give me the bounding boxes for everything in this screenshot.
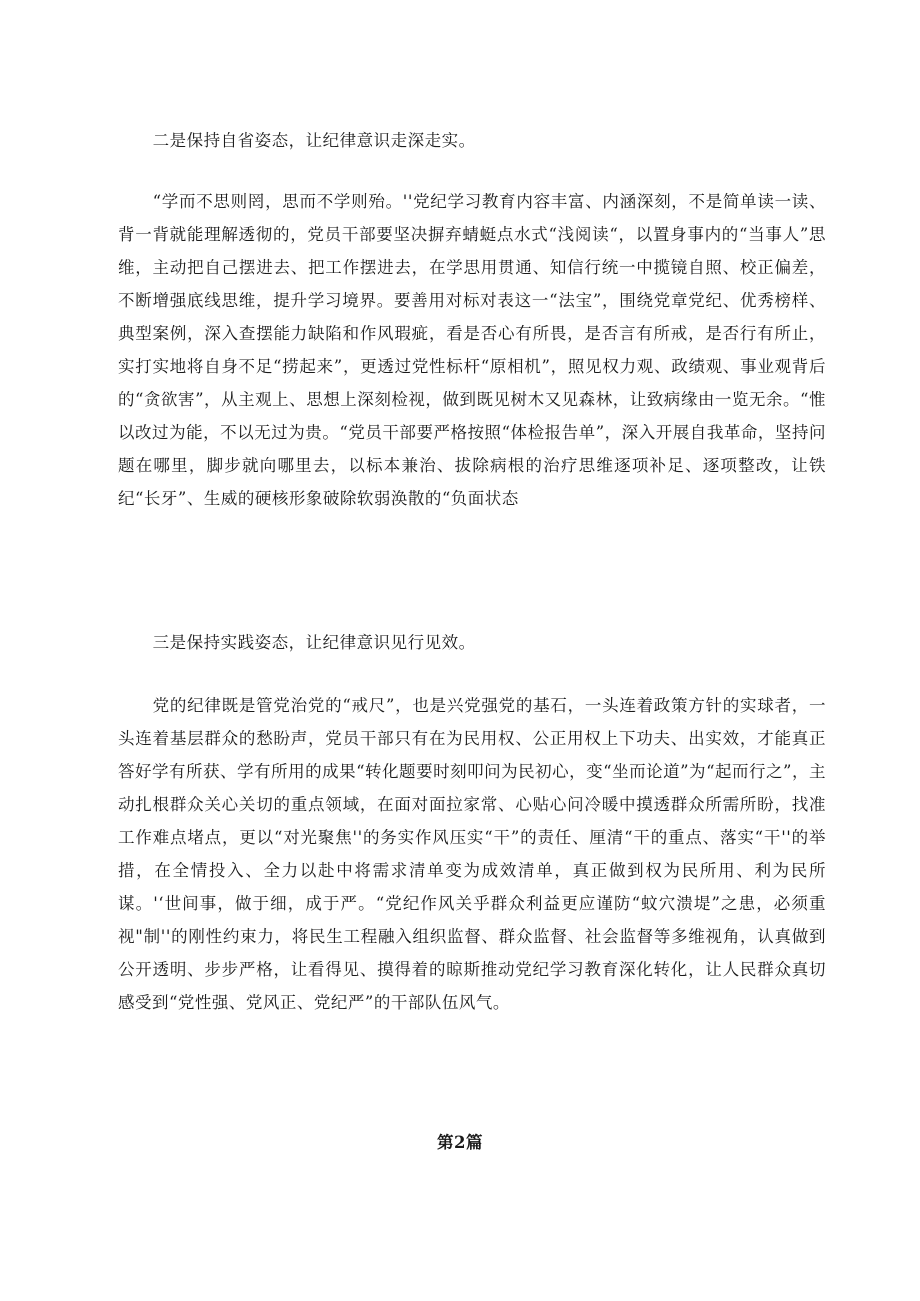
section-paragraph-3: 党的纪律既是管党治党的“戒尺”，也是兴党强党的基石，一头连着政策方针的实球者，一头连着基层群众的愁盼声，党员干部只有在为民用权、公正用权上下功夫、出实效，才能真正答好学有所获、学有所用的成果“转化题要时刻叩问为民初心，变“坐而论道”为“起而行之”，主动扎根群众关心关切的重点领域，在面对面拉家常、心贴心问冷暖中摸透群众所需所盼，找准工作难点堵点，更以“对光聚焦''的务实作风压实“干”的责任、厘清“干的重点、落实“干''的举措，在全情投入、全力以赴中将需求清单变为成效清单，真正做到权为民所用、利为民所谋。'‘世间事，做于细，成于严。“党纪作风关乎群众利益更应谨防“蚊穴溃堤”之患，必须重视"制''的刚性约束力，将民生工程融入组织监督、群众监督、社会监督等多维视角，认真做到公开透明、步步严格，让看得见、摸得着的晾斯推动党纪学习教育深化转化，让人民群众真切感受到“党性强、党风正、党纪严”的干部队伍风气。 [118,696,826,1012]
section-heading-3: 三是保持实践姿态，让纪律意识见行见效。 [152,633,476,652]
section-heading-2: 二是保持自省姿态，让纪律意识走深走实。 [152,131,476,150]
chapter-label: 第2篇 [437,1133,483,1152]
section-paragraph-2: “学而不思则罔，思而不学则殆。''党纪学习教育内容丰富、内涵深刻，不是简单读一读、背一背就能理解透彻的，党员干部要坚决摒弃蜻蜓点水式“浅阅读“，以置身事内的“当事人”思维，主动把自己摆进去、把工作摆进去，在学思用贯通、知信行统一中揽镜自照、校正偏差，不断增强底线思维，提升学习境界。要善用对标对表这一“法宝”，围绕党章党纪、优秀榜样、典型案例，深入查摆能力缺陷和作风瑕疵，看是否心有所畏，是否言有所戒，是否行有所止，实打实地将自身不足“捞起来”，更透过党性标杆“原相机”，照见权力观、政绩观、事业观背后的“贪欲害”，从主观上、思想上深刻检视，做到既见树木又见森林，让致病缘由一览无余。“惟以改过为能，不以无过为贵。“党员干部要严格按照“体检报告单”，深入开展自我革命，坚持问题在哪里，脚步就向哪里去，以标本兼治、拔除病根的治疗思维逐项补足、逐项整改，让铁纪“长牙”、生威的硬核形象破除软弱涣散的“负面状态 [118,192,826,508]
